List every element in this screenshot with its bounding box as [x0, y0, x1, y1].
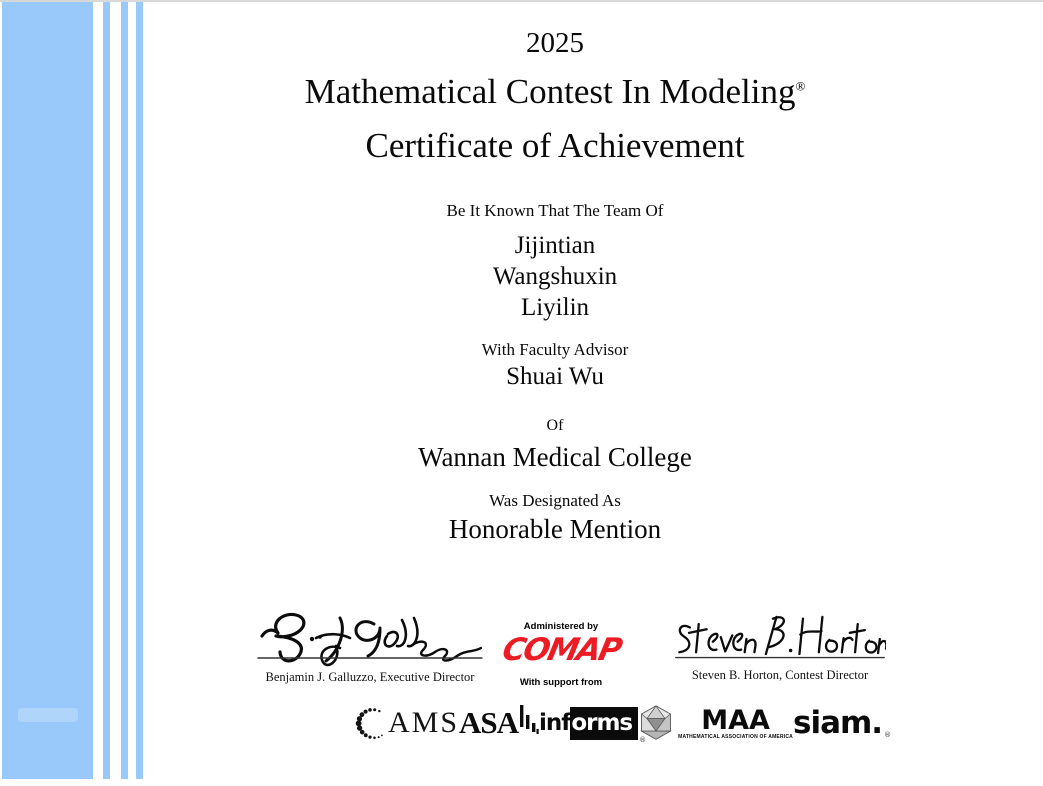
contest-year: 2025	[526, 27, 584, 59]
asa-logo	[459, 705, 539, 741]
advisor-name: Shuai Wu	[506, 363, 604, 390]
institution-name: Wannan Medical College	[418, 442, 692, 472]
siam-logo-text: siam.	[793, 705, 883, 741]
asa-logo-text: ASA	[459, 705, 519, 740]
advisor-intro-label: With Faculty Advisor	[481, 340, 629, 359]
contest-director-signature-block	[674, 612, 886, 683]
left-blue-stripe-2	[121, 2, 128, 779]
contest-title	[150, 72, 960, 112]
informs-logo-text-prefix: inf	[539, 710, 571, 736]
steven-horton-signature	[674, 612, 886, 666]
watermark-smudge	[18, 708, 78, 722]
registered-trademark-mark: ®	[795, 78, 806, 94]
designated-label: Was Designated As	[489, 491, 621, 510]
administered-by-block	[499, 621, 624, 688]
asa-bars-icon	[519, 703, 539, 737]
certificate-subtitle: Certificate of Achievement	[365, 126, 745, 165]
designation-award: Honorable Mention	[448, 514, 662, 544]
maa-logo-subtext: MATHEMATICAL ASSOCIATION OF AMERICA	[678, 733, 793, 740]
team-member-name: Liyilin	[520, 294, 590, 321]
contest-director-caption: Steven B. Horton, Contest Director	[691, 668, 869, 682]
comap-logo: COMAP	[499, 632, 624, 668]
support-from-label: With support from	[519, 676, 603, 688]
siam-registered-mark: ®	[884, 731, 891, 739]
of-label: Of	[546, 417, 564, 434]
siam-logo	[793, 705, 891, 741]
team-member-name: Wangshuxin	[492, 263, 618, 290]
team-member-name: Jijintian	[514, 232, 596, 259]
executive-director-signature-block	[254, 606, 486, 685]
ams-logo-text: AMS	[388, 706, 460, 739]
maa-logo	[638, 704, 793, 742]
informs-registered-mark: ®	[639, 735, 646, 744]
sponsor-logo-row	[353, 700, 891, 746]
benjamin-galluzzo-signature	[254, 606, 486, 668]
team-intro-label: Be It Known That The Team Of	[446, 201, 664, 220]
administered-by-label: Administered by	[523, 621, 599, 632]
page-top-edge	[0, 0, 1043, 2]
informs-logo-text-boxed: orms	[570, 707, 638, 740]
contest-title-text: Mathematical Contest In Modeling	[304, 72, 796, 111]
informs-logo	[539, 707, 646, 744]
executive-director-caption: Benjamin J. Galluzzo, Executive Director	[265, 670, 475, 684]
left-blue-stripe-3	[136, 2, 143, 779]
ams-dots-arc-icon	[353, 702, 387, 744]
left-blue-stripe-1	[103, 2, 110, 779]
maa-logo-text: MAA	[701, 704, 770, 736]
ams-logo	[353, 702, 459, 744]
left-blue-band	[2, 2, 93, 779]
